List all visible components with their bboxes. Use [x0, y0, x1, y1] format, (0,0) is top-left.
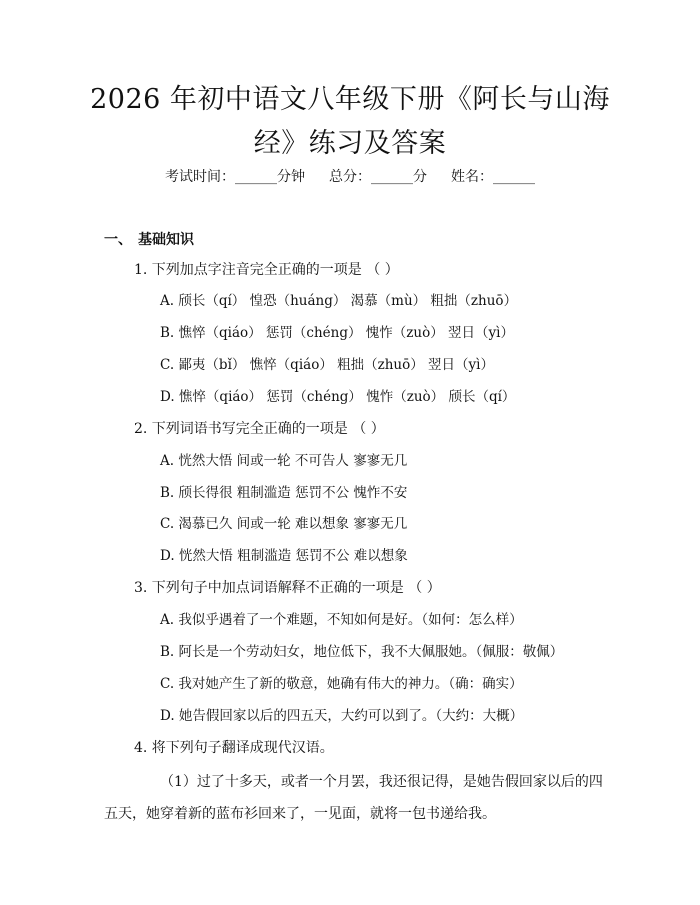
question-3-option-c: C. 我对她产生了新的敬意，她确有伟大的神力。（确：确实） — [160, 676, 523, 692]
exam-meta — [0, 166, 700, 188]
total-score-field: 总分：______分 — [329, 169, 427, 185]
question-2-option-a: A. 恍然大悟 间或一轮 不可告人 寥寥无几 — [160, 453, 408, 469]
section-number: 一、 — [104, 232, 132, 248]
question-3: 3. 下列句子中加点词语解释不正确的一项是 （ ） — [134, 580, 441, 596]
question-1-option-c: C. 鄙夷（bǐ） 憔悴（qiáo） 粗拙（zhuō） 翌日（yì） — [160, 357, 494, 373]
question-2-option-b: B. 颀长得很 粗制滥造 惩罚不公 愧怍不安 — [160, 485, 408, 501]
section-title: 基础知识 — [138, 232, 194, 248]
question-4: 4. 将下列句子翻译成现代汉语。 — [134, 740, 334, 756]
question-3-option-a: A. 我似乎遇着了一个难题，不知如何是好。（如何：怎么样） — [160, 612, 523, 628]
question-1-option-a: A. 颀长（qí） 惶恐（huáng） 渴慕（mù） 粗拙（zhuō） — [160, 293, 518, 309]
title-line-2: 经》练习及答案 — [253, 128, 447, 159]
passage-text: （1）过了十多天，或者一个月罢，我还很记得，是她告假回家以后的四五天，她穿着新的蓝布衫回来了，一见面，就将一包书递给我。 — [104, 774, 603, 822]
translation-passage — [104, 766, 604, 830]
question-1-option-b: B. 憔悴（qiáo） 惩罚（chéng） 愧怍（zuò） 翌日（yì） — [160, 325, 514, 341]
section-heading — [104, 229, 194, 249]
exam-time-field: 考试时间：______分钟 — [165, 169, 305, 185]
question-2-option-d: D. 恍然大悟 粗制滥造 惩罚不公 难以想象 — [160, 548, 408, 564]
student-name-field: 姓名：______ — [451, 169, 535, 185]
question-2-option-c: C. 渴慕已久 间或一轮 难以想象 寥寥无几 — [160, 516, 408, 532]
question-1-option-d: D. 憔悴（qiáo） 惩罚（chéng） 愧怍（zuò） 颀长（qí） — [160, 389, 516, 405]
title-line-1: 2026 年初中语文八年级下册《阿长与山海 — [90, 84, 610, 115]
question-2: 2. 下列词语书写完全正确的一项是 （ ） — [134, 421, 385, 437]
question-3-option-d: D. 她告假回家以后的四五天，大约可以到了。（大约：大概） — [160, 708, 524, 724]
question-1: 1. 下列加点字注音完全正确的一项是 （ ） — [134, 262, 399, 278]
question-3-option-b: B. 阿长是一个劳动妇女，地位低下，我不大佩服她。（佩服：敬佩） — [160, 644, 564, 660]
document-title — [60, 78, 640, 166]
